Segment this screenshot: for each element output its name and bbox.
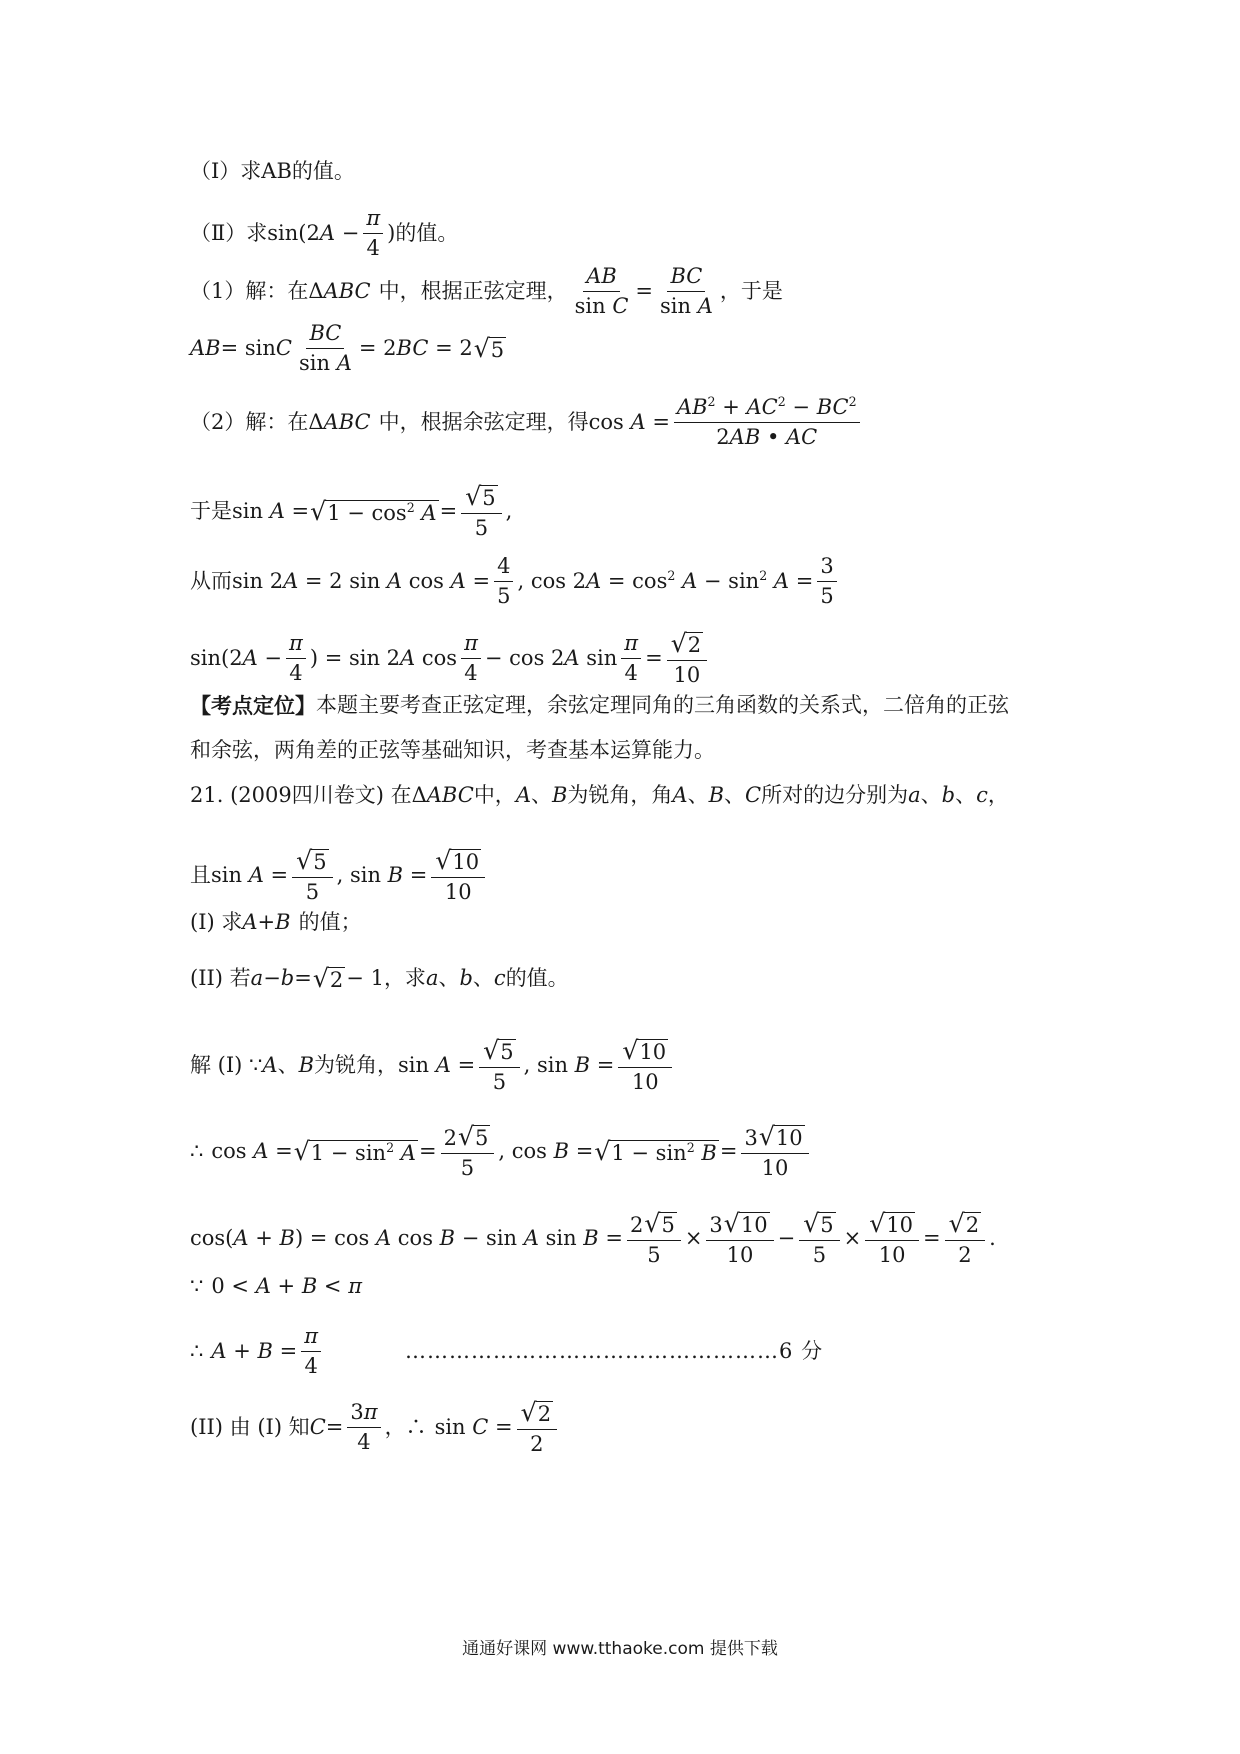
result-a-plus-b: ∴ A + B = $\frac{\pi}{4}$ ……………………………………………6 分 bbox=[190, 1324, 824, 1378]
formula-result-1: sin(2A − $\frac{\pi}{4}$ ) = sin 2A cos $\frac{\pi}{4}$ − cos 2A sin $\frac{\pi}{4}$ = √ 2 10 bbox=[190, 631, 711, 686]
formula-sin-2a: 从而 sin 2A = 2 sin A cos A = $\frac{4}{5}$ , $\cos 2A = \cos^2 A - \sin^2 A$ = $\frac{3}{5}$ bbox=[190, 556, 841, 607]
range-condition: ∵ 0 < A + B < π bbox=[190, 1274, 363, 1298]
question-part-1: （Ⅰ）求AB的值。 bbox=[190, 159, 355, 183]
question-21-part-2: (II) 若 a − b = √ 2 − 1 ，求 a 、 b 、 c 的值。 bbox=[190, 964, 569, 993]
formula-ab: AB = sin C $\frac{BC}{\text{sin A}}$ = 2BC = 2 √ 5 bbox=[190, 321, 505, 375]
solution-21-1: 解 (I) ∵ A 、 B 为锐角， sin A = √ 5 5 , sin B = √ 10 10 bbox=[190, 1038, 676, 1093]
given-values: 且 sin A = √ 5 5 , sin B = √ 10 10 bbox=[190, 848, 489, 903]
score-marker: ……………………………………………6 分 bbox=[405, 1339, 824, 1363]
question-part-2: （Ⅱ）求 sin(2A − $\frac{\pi}{4}$ ) 的值。 bbox=[190, 206, 459, 260]
solution-21-cos-sum: cos(A + B) = cos A cos B − sin A sin B = 2 √ 5 5 × 3 √ 10 10 − √ 5 5 × √ 10 10 = √ 2 2 . bbox=[190, 1209, 996, 1268]
solution-step-2: （2）解：在 ΔABC 中，根据余弦定理，得 cos A = $\frac{AB^2 + AC^2 - BC^2}{2AB • AC}$ bbox=[190, 397, 864, 448]
formula-sin-a: 于是 sin A = √ $1 - \cos^2 A$ = √ 5 5 , bbox=[190, 482, 513, 541]
page-footer: 通通好课网 www.tthaoke.com 提供下载 bbox=[462, 1639, 778, 1659]
solution-21-cos: ∴ cos A = √ $1 - \sin^2 A$ = 2 √ 5 5 , cos B = √ $1 - \sin^2 B$ = 3 √ 10 10 bbox=[190, 1124, 813, 1179]
question-21-part-1: (I) 求 A + B 的值； bbox=[190, 910, 362, 934]
exam-point: 【考点定位】 本题主要考查正弦定理，余弦定理同角的三角函数的关系式，二倍角的正弦 bbox=[190, 693, 1009, 718]
question-21: 21. (2009四川卷文) 在 ΔABC 中， A 、 B 为锐角，角 A 、 B 、 C 所对的边分别为 a 、 b 、 c ， bbox=[190, 783, 1009, 807]
exam-point-cont: 和余弦，两角差的正弦等基础知识，考查基本运算能力。 bbox=[190, 738, 715, 762]
solution-21-2: (II) 由 (I) 知 C = $\frac{3\pi}{4}$ ，∴ sin C = √ 2 2 bbox=[190, 1400, 561, 1455]
solution-step-1: （1）解：在 ΔABC 中，根据正弦定理， $\frac{AB}{\text{sin C}}$ = $\frac{BC}{\text{sin A}}$ ，于是 bbox=[190, 264, 783, 318]
